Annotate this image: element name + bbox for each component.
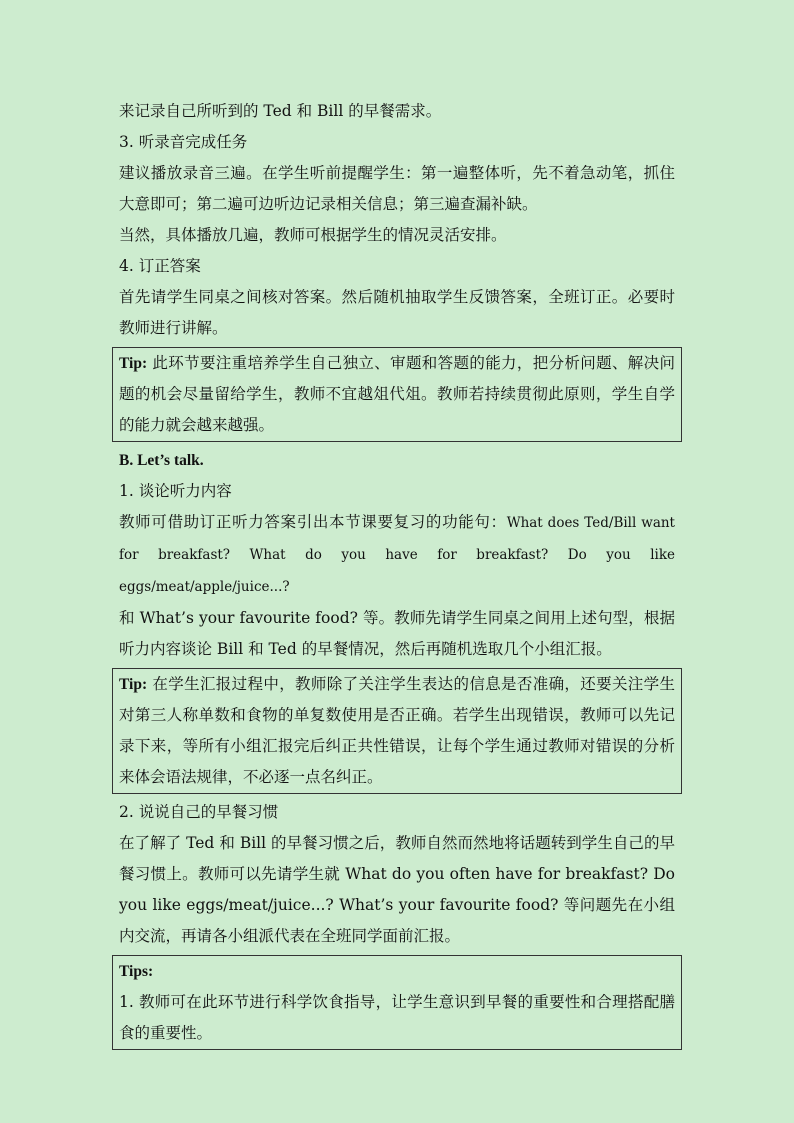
- section-b-step-1-intro: 教师可借助订正听力答案引出本节课要复习的功能句：: [119, 513, 507, 531]
- tips-3-label: Tips:: [119, 963, 154, 980]
- section-b-step-2-heading: 2. 说说自己的早餐习惯: [119, 803, 279, 821]
- section-b-step-1-paragraph: [119, 507, 675, 603]
- section-b-step-1-continued: 和 What’s your favourite food? 等。教师先请学生同桌之间用上述句型，根据听力内容谈论 Bill 和 Ted 的早餐情况，然后再随机选取几个小组汇报。: [119, 609, 675, 658]
- step-3-note: 当然，具体播放几遍，教师可根据学生的情况灵活安排。: [119, 226, 507, 244]
- tip-1-label: Tip:: [119, 355, 148, 372]
- section-b-heading: B. Let’s talk.: [119, 452, 204, 469]
- tip-2-label: Tip:: [119, 676, 148, 693]
- tips-3-item-1: 1. 教师可在此环节进行科学饮食指导，让学生意识到早餐的重要性和合理搭配膳食的重要性。: [119, 993, 675, 1042]
- document-content: [119, 96, 675, 1053]
- step-3-paragraph: 建议播放录音三遍。在学生听前提醒学生：第一遍整体听，先不着急动笔，抓住大意即可；第二遍可边听边记录相关信息；第三遍查漏补缺。: [119, 164, 675, 213]
- step-4-paragraph: 首先请学生同桌之间核对答案。然后随机抽取学生反馈答案，全班订正。必要时教师进行讲解。: [119, 288, 675, 337]
- section-b-step-1-heading: 1. 谈论听力内容: [119, 482, 232, 500]
- tip-1-text: 此环节要注重培养学生自己独立、审题和答题的能力，把分析问题、解决问题的机会尽量留给学生，教师不宜越俎代俎。教师若持续贯彻此原则，学生自学的能力就会越来越强。: [119, 354, 675, 434]
- step-3-heading: 3. 听录音完成任务: [119, 133, 248, 151]
- tip-box-2: [112, 668, 682, 794]
- section-b-step-2-paragraph: 在了解了 Ted 和 Bill 的早餐习惯之后，教师自然而然地将话题转到学生自己的早餐习惯上。教师可以先请学生就 What do you often have for breakfast? Do you like eggs/meat/juice...? What’s your favourite food? 等问题先在小组内交流，再请各小组派代表在全班同学面前汇报。: [119, 834, 675, 945]
- tip-box-1: [112, 347, 682, 442]
- section-b-step-1-english: What does Ted/Bill want for breakfast? What do you have for breakfast? Do you like eggs/meat/apple/juice...?: [119, 515, 675, 595]
- tip-2-paragraph: [119, 669, 675, 793]
- tip-1-paragraph: [119, 348, 675, 441]
- paragraph-continuation: 来记录自己所听到的 Ted 和 Bill 的早餐需求。: [119, 102, 442, 120]
- step-4-heading: 4. 订正答案: [119, 257, 201, 275]
- tip-2-text: 在学生汇报过程中，教师除了关注学生表达的信息是否准确，还要关注学生对第三人称单数和食物的单复数使用是否正确。若学生出现错误，教师可以先记录下来，等所有小组汇报完后纠正共性错误，让每个学生通过教师对错误的分析来体会语法规律，不必逐一点名纠正。: [119, 675, 675, 786]
- tip-box-3: [112, 955, 682, 1050]
